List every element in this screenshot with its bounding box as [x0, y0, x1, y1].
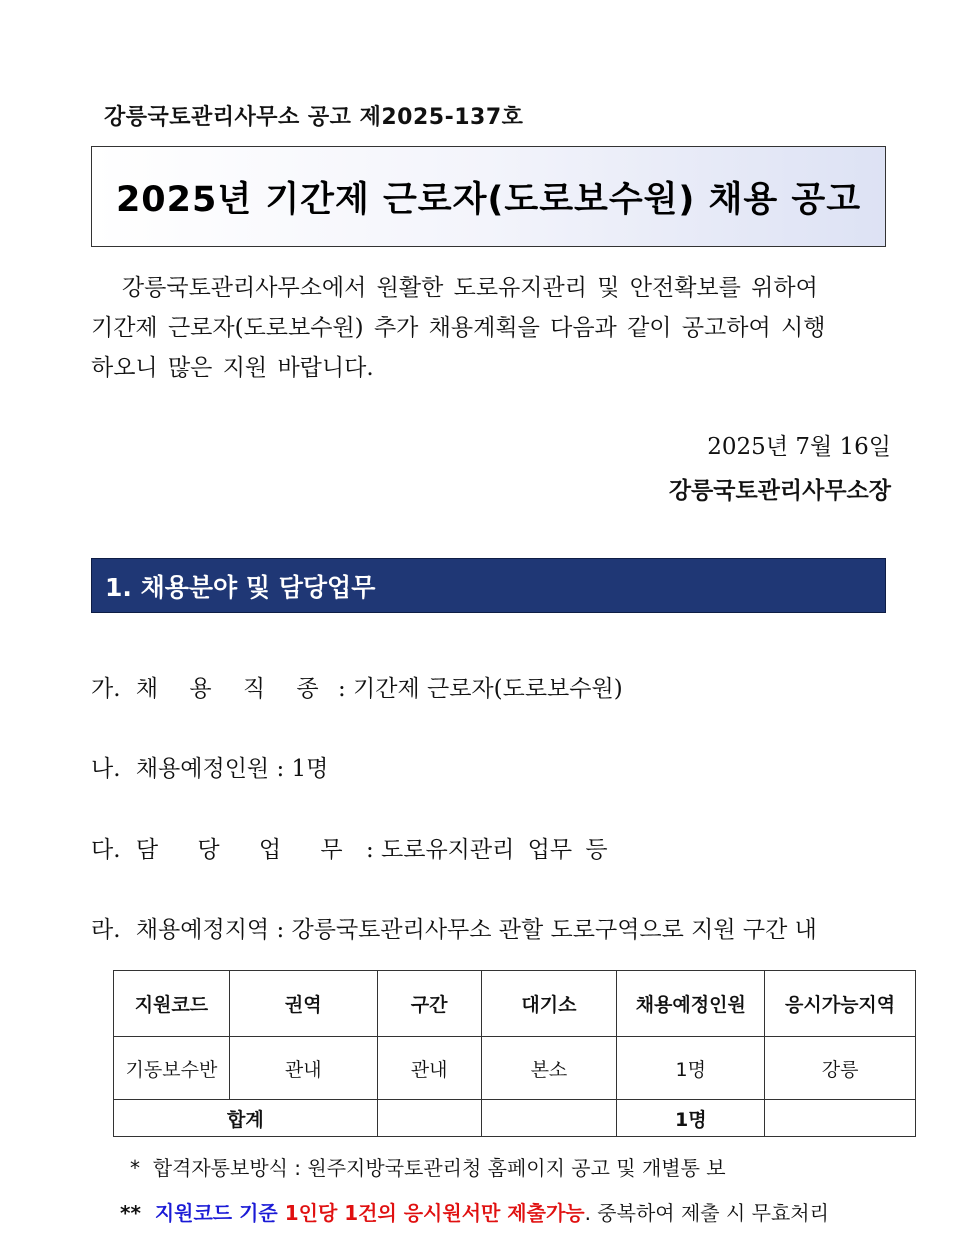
table-cell: 1명 [617, 1037, 765, 1100]
table-header: 지원코드 [114, 971, 230, 1037]
item-label: 담 당 업 무 [135, 837, 359, 863]
note-notification-method: * 합격자통보방식 : 원주지방국토관리청 홈페이지 공고 및 개별통 보 [130, 1156, 726, 1180]
item-value: 기간제 근로자(도로보수원) [353, 676, 623, 702]
table-cell [765, 1100, 916, 1137]
item-colon: : [276, 756, 292, 782]
item-region [91, 911, 817, 944]
intro-paragraph [91, 268, 893, 388]
total-label: 합계 [114, 1100, 378, 1137]
item-colon: : [337, 676, 354, 702]
table-row [114, 1037, 916, 1100]
item-prefix: 나. [91, 756, 121, 782]
intro-line: 기간제 근로자(도로보수원) 추가 채용계획을 다음과 같이 공고하여 시행 [91, 315, 826, 341]
item-value: 도로유지관리 업무 등 [381, 837, 608, 863]
table-header: 대기소 [481, 971, 617, 1037]
intro-line: 강릉국토관리사무소에서 원활한 도로유지관리 및 안전확보를 위하여 [91, 275, 818, 301]
item-colon: : [365, 837, 382, 863]
total-count: 1명 [617, 1100, 765, 1137]
item-label: 채 용 직 종 [135, 676, 331, 702]
notice-date: 2025년 7월 16일 [707, 434, 891, 460]
table-header-row [114, 971, 916, 1037]
table-cell [481, 1100, 617, 1137]
table-header: 채용예정인원 [617, 971, 765, 1037]
item-duties [91, 831, 608, 864]
intro-line: 하오니 많은 지원 바랍니다. [91, 355, 374, 381]
page-title: 2025년 기간제 근로자(도로보수원) 채용 공고 [115, 179, 862, 220]
note-emphasis-red: 1인당 1건의 응시원서만 제출가능 [284, 1201, 585, 1225]
section-header [91, 558, 886, 613]
item-headcount [91, 750, 328, 783]
section-title: 1. 채용분야 및 담당업무 [105, 572, 376, 602]
table-cell: 관내 [377, 1037, 481, 1100]
item-label: 채용예정인원 [135, 756, 270, 782]
table-cell: 관내 [229, 1037, 377, 1100]
table-header: 구간 [377, 971, 481, 1037]
note-emphasis-blue: 지원코드 기준 [154, 1201, 285, 1225]
item-prefix: 라. [91, 917, 121, 943]
table-total-row [114, 1100, 916, 1137]
item-colon: : [276, 917, 292, 943]
item-job-type [91, 670, 623, 703]
item-value: 강릉국토관리사무소 관할 도로구역으로 지원 구간 내 [291, 917, 817, 943]
table-cell [377, 1100, 481, 1137]
table-cell: 기동보수반 [114, 1037, 230, 1100]
table-cell: 강릉 [765, 1037, 916, 1100]
note-marker: ** [120, 1201, 155, 1225]
table-header: 권역 [229, 971, 377, 1037]
item-value: 1명 [291, 756, 329, 782]
note-application-limit [120, 1197, 829, 1226]
item-prefix: 가. [91, 676, 121, 702]
recruitment-table [113, 970, 916, 1137]
item-prefix: 다. [91, 837, 121, 863]
note-rest: . 중복하여 제출 시 무효처리 [584, 1201, 829, 1225]
title-box [91, 146, 886, 247]
table-header: 응시가능지역 [765, 971, 916, 1037]
table-cell: 본소 [481, 1037, 617, 1100]
notice-number: 강릉국토관리사무소 공고 제2025-137호 [104, 105, 524, 130]
item-label: 채용예정지역 [135, 917, 270, 943]
signer: 강릉국토관리사무소장 [668, 478, 891, 504]
